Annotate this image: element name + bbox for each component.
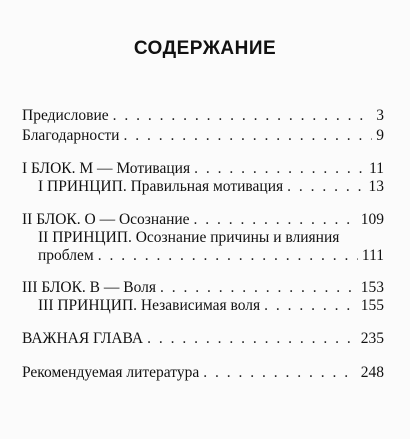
dot-leader	[113, 107, 373, 125]
toc-entry-page: 235	[360, 330, 384, 347]
toc-entry-label: ВАЖНАЯ ГЛАВА	[22, 330, 144, 347]
dot-leader	[194, 160, 365, 178]
dot-leader	[98, 247, 358, 265]
toc-entry-page: 3	[376, 107, 384, 124]
dot-leader	[147, 330, 357, 348]
toc-entry-principle-1	[38, 178, 384, 196]
toc-entry-important-chapter	[22, 330, 384, 348]
toc-entry-page: 153	[360, 279, 384, 296]
toc-entry-page: 9	[376, 127, 384, 144]
dot-leader	[160, 279, 357, 297]
toc-entry-label: Благодарности	[22, 127, 120, 144]
toc-entry-page: 111	[361, 247, 384, 264]
toc-entry-block-2	[22, 211, 384, 229]
toc-entry-label: III БЛОК. В — Воля	[22, 279, 157, 296]
toc-entry-acknowledgements	[22, 127, 384, 145]
dot-leader	[264, 297, 357, 315]
toc-entry-page: 155	[360, 297, 384, 314]
toc-entry-principle-2-line1: II ПРИНЦИП. Осознание причины и влияния	[38, 229, 340, 246]
toc-entry-label: I ПРИНЦИП. Правильная мотивация	[38, 178, 284, 195]
toc-entry-literature	[22, 364, 384, 382]
toc-entry-label: Предисловие	[22, 107, 109, 124]
toc-entry-label: проблем	[38, 247, 94, 264]
dot-leader	[123, 127, 372, 145]
toc-entry-preface	[22, 107, 384, 125]
dot-leader	[203, 364, 357, 382]
toc-entry-page: 11	[369, 160, 384, 177]
toc-entry-principle-3	[38, 297, 384, 315]
toc-entry-label: I БЛОК. М — Мотивация	[22, 160, 191, 177]
toc-entry-block-3	[22, 279, 384, 297]
toc-entry-page: 248	[360, 364, 384, 381]
toc-entry-label: Рекомендуемая литература	[22, 364, 200, 381]
toc-entry-principle-2	[38, 247, 384, 265]
toc-entry-block-1	[22, 160, 384, 178]
toc-entry-label: III ПРИНЦИП. Независимая воля	[38, 297, 261, 314]
page-title: СОДЕРЖАНИЕ	[133, 38, 277, 59]
toc-entry-page: 13	[368, 178, 384, 195]
toc-entry-label: II БЛОК. О — Осознание	[22, 211, 190, 228]
toc-entry-page: 109	[360, 211, 384, 228]
dot-leader	[287, 178, 364, 196]
dot-leader	[194, 211, 357, 229]
